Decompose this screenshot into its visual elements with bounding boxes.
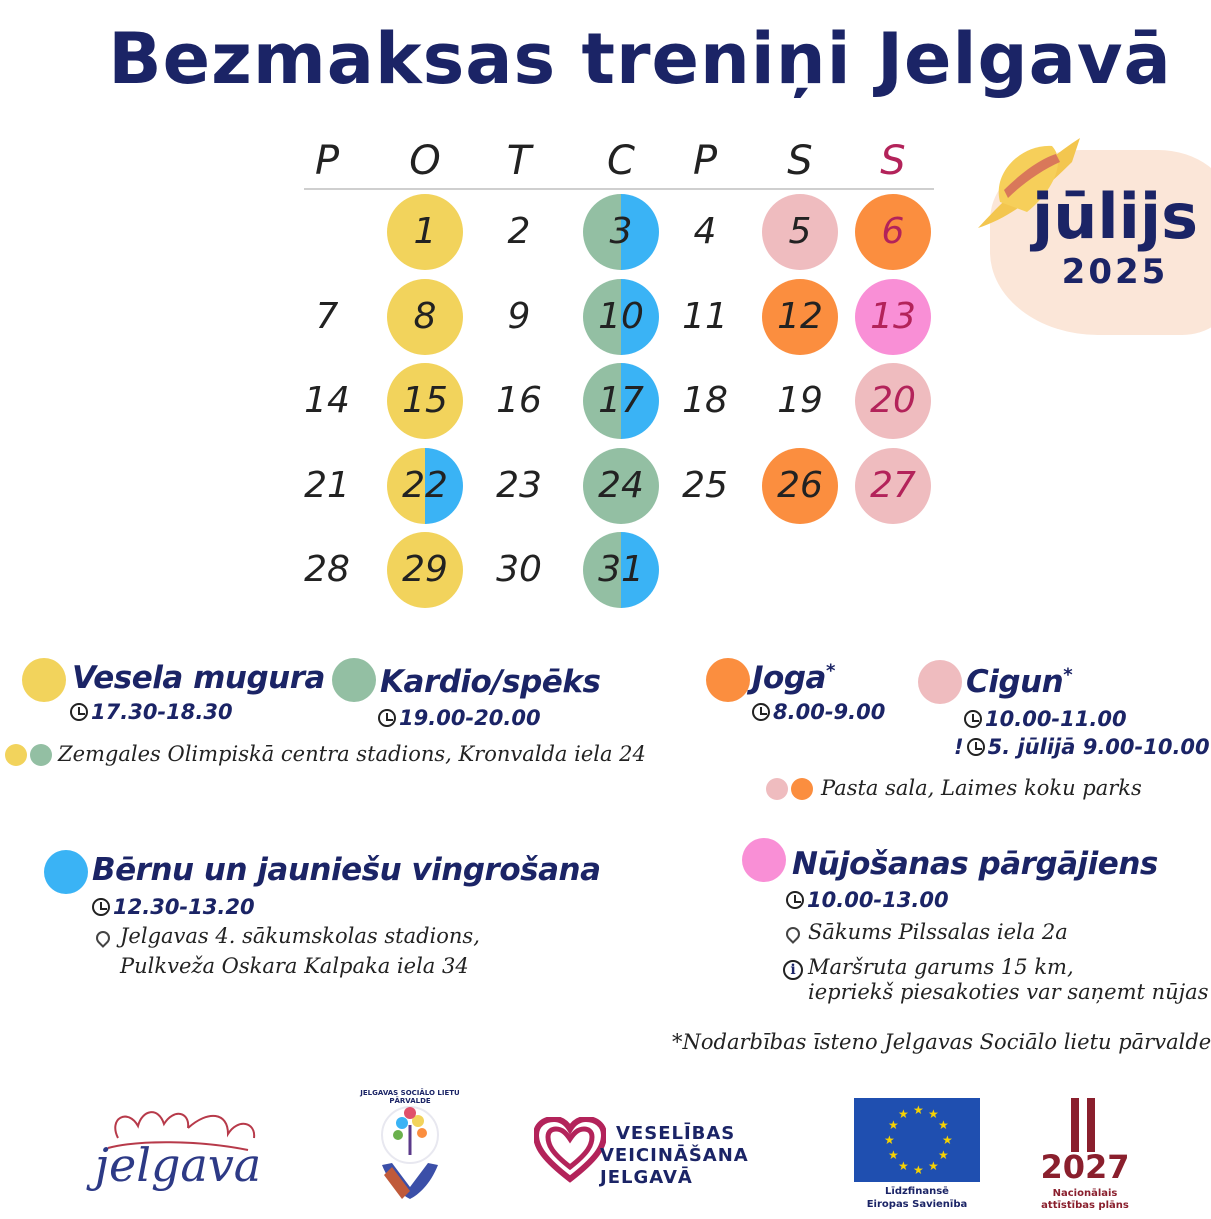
legend-title-kardio: Kardio/spēks bbox=[380, 664, 601, 700]
calendar-day: 5 bbox=[762, 194, 838, 270]
svg-text:★: ★ bbox=[898, 1159, 909, 1173]
legend-time-kardio bbox=[378, 706, 541, 730]
legend-exception-cigun bbox=[954, 735, 1210, 759]
legend-time-cigun bbox=[964, 707, 1127, 731]
svg-text:★: ★ bbox=[938, 1148, 949, 1162]
calendar-day: 11 bbox=[682, 296, 728, 337]
calendar-day: 26 bbox=[762, 448, 838, 524]
weekday-3: C bbox=[607, 138, 635, 184]
calendar-day: 10 bbox=[583, 279, 659, 355]
calendar-day: 31 bbox=[583, 532, 659, 608]
legend-time-cigun-text: 10.00-11.00 bbox=[985, 707, 1127, 731]
legend-dot-cigun bbox=[918, 660, 962, 704]
nap-bar-left bbox=[1071, 1098, 1079, 1152]
venue1-dot-yellow bbox=[5, 744, 27, 766]
calendar-day: 23 bbox=[496, 465, 542, 506]
clock-icon bbox=[70, 703, 88, 721]
page-title: Bezmaksas treniņi Jelgavā bbox=[108, 18, 1172, 100]
nujosana-info-line1: Maršruta garums 15 km, bbox=[808, 955, 1074, 979]
calendar-day: 3 bbox=[583, 194, 659, 270]
footnote: *Nodarbības īsteno Jelgavas Sociālo lietu pārvalde bbox=[672, 1030, 1211, 1054]
calendar-day: 9 bbox=[507, 296, 531, 337]
venue2-dot-pink bbox=[766, 778, 788, 800]
clock-icon bbox=[378, 709, 396, 727]
legend-time-vesela bbox=[70, 700, 233, 724]
calendar-day: 15 bbox=[387, 363, 463, 439]
calendar-day: 29 bbox=[387, 532, 463, 608]
legend-title-cigun-text: Cigun bbox=[966, 664, 1064, 700]
eu-flag bbox=[854, 1098, 980, 1182]
calendar-day: 19 bbox=[777, 380, 823, 421]
svg-text:★: ★ bbox=[884, 1133, 895, 1147]
svg-text:★: ★ bbox=[898, 1107, 909, 1121]
legend-title-berni: Bērnu un jauniešu vingrošana bbox=[92, 852, 601, 888]
calendar-day: 21 bbox=[304, 465, 350, 506]
legend-time-vesela-text: 17.30-18.30 bbox=[91, 700, 233, 724]
clock-icon bbox=[967, 738, 985, 756]
legend-dot-nujosana bbox=[742, 838, 786, 882]
calendar-day: 14 bbox=[304, 380, 350, 421]
svg-text:★: ★ bbox=[888, 1118, 899, 1132]
nap-year: 2027 bbox=[1040, 1148, 1130, 1186]
location-pin-icon bbox=[786, 926, 800, 945]
calendar-day: 30 bbox=[496, 549, 542, 590]
jelgava-logo-text: jelgava bbox=[94, 1138, 262, 1192]
calendar-day: 6 bbox=[855, 194, 931, 270]
weekday-0: P bbox=[314, 138, 340, 184]
weekday-1: O bbox=[409, 138, 441, 184]
calendar-day: 16 bbox=[496, 380, 542, 421]
legend-title-nujosana: Nūjošanas pārgājiens bbox=[792, 846, 1158, 882]
legend-title-joga-text: Joga bbox=[752, 660, 826, 696]
calendar-day: 8 bbox=[387, 279, 463, 355]
legend-exception-cigun-text: 5. jūlijā 9.00-10.00 bbox=[987, 735, 1210, 759]
weekday-2: T bbox=[506, 138, 532, 184]
veselibas-line3: JELGAVĀ bbox=[600, 1167, 693, 1188]
svg-text:★: ★ bbox=[942, 1133, 953, 1147]
hands-tree-icon bbox=[362, 1095, 458, 1205]
month-name: jūlijs bbox=[1031, 180, 1199, 253]
legend-dot-joga bbox=[706, 658, 750, 702]
calendar-day: 24 bbox=[583, 448, 659, 524]
heart-icon bbox=[534, 1117, 606, 1183]
nap-bar-right bbox=[1087, 1098, 1095, 1152]
weekday-6: S bbox=[880, 138, 906, 184]
nap-line1: Nacionālais bbox=[1052, 1188, 1118, 1199]
calendar-day: 22 bbox=[387, 448, 463, 524]
veselibas-veicinasana-logo bbox=[534, 1115, 774, 1195]
svg-text:★: ★ bbox=[928, 1159, 939, 1173]
svg-text:★: ★ bbox=[888, 1148, 899, 1162]
svg-text:★: ★ bbox=[928, 1107, 939, 1121]
berni-address-line1: Jelgavas 4. sākumskolas stadions, bbox=[120, 924, 480, 948]
slp-logo bbox=[360, 1089, 460, 1205]
svg-text:★: ★ bbox=[913, 1103, 924, 1117]
info-icon: i bbox=[783, 959, 803, 980]
weekday-5: S bbox=[787, 138, 813, 184]
eu-logo bbox=[854, 1098, 984, 1213]
venue1-text: Zemgales Olimpiskā centra stadions, Kronvalda iela 24 bbox=[58, 742, 646, 766]
slp-logo-text: JELGAVAS SOCIĀLO LIETU PĀRVALDE bbox=[360, 1089, 460, 1105]
eu-line2: Eiropas Savienība bbox=[866, 1199, 968, 1210]
legend-time-kardio-text: 19.00-20.00 bbox=[399, 706, 541, 730]
legend-time-berni-text: 12.30-13.20 bbox=[113, 895, 255, 919]
calendar-day: 4 bbox=[693, 211, 717, 252]
legend-dot-berni bbox=[44, 850, 88, 894]
month-year: 2025 bbox=[1061, 252, 1169, 292]
calendar-day: 20 bbox=[855, 363, 931, 439]
legend-title-joga bbox=[752, 660, 835, 696]
berni-address-line2: Pulkveža Oskara Kalpaka iela 34 bbox=[120, 954, 469, 978]
venue1-dot-green bbox=[30, 744, 52, 766]
legend-time-joga-text: 8.00-9.00 bbox=[773, 700, 886, 724]
legend-dot-vesela bbox=[22, 658, 66, 702]
calendar-day: 2 bbox=[507, 211, 531, 252]
nap-line2: attīstības plāns bbox=[1041, 1200, 1129, 1211]
calendar-day: 28 bbox=[304, 549, 350, 590]
legend-dot-kardio bbox=[332, 658, 376, 702]
legend-title-cigun bbox=[966, 664, 1072, 700]
weekday-4: P bbox=[692, 138, 718, 184]
legend-time-nujosana bbox=[786, 888, 949, 912]
venue2-dot-orange bbox=[791, 778, 813, 800]
calendar-day: 18 bbox=[682, 380, 728, 421]
clock-icon bbox=[92, 898, 110, 916]
svg-text:★: ★ bbox=[938, 1118, 949, 1132]
exclamation-icon: ! bbox=[954, 735, 964, 759]
legend-joga-asterisk: * bbox=[825, 660, 835, 682]
nap-logo bbox=[1030, 1096, 1140, 1214]
clock-icon bbox=[786, 891, 804, 909]
nujosana-info-line2: iepriekš piesakoties var saņemt nūjas bbox=[808, 980, 1209, 1004]
legend-time-nujosana-text: 10.00-13.00 bbox=[807, 888, 949, 912]
calendar-day: 27 bbox=[855, 448, 931, 524]
clock-icon bbox=[964, 710, 982, 728]
clock-icon bbox=[752, 703, 770, 721]
venue2-text: Pasta sala, Laimes koku parks bbox=[821, 776, 1142, 800]
veselibas-line1: VESELĪBAS bbox=[616, 1123, 736, 1144]
calendar-day: 7 bbox=[315, 296, 339, 337]
calendar-day: 13 bbox=[855, 279, 931, 355]
legend-time-joga bbox=[752, 700, 885, 724]
calendar-divider bbox=[304, 188, 934, 190]
jelgava-logo bbox=[78, 1098, 278, 1198]
nujosana-start: Sākums Pilssalas iela 2a bbox=[808, 920, 1068, 944]
calendar-day: 25 bbox=[682, 465, 728, 506]
calendar-day: 17 bbox=[583, 363, 659, 439]
legend-title-vesela: Vesela mugura bbox=[72, 660, 325, 696]
calendar-day: 1 bbox=[387, 194, 463, 270]
svg-text:★: ★ bbox=[913, 1163, 924, 1177]
eu-stars-icon bbox=[854, 1098, 980, 1182]
legend-time-berni bbox=[92, 895, 255, 919]
veselibas-line2: VEICINĀŠANA bbox=[600, 1145, 749, 1166]
location-pin-icon bbox=[96, 930, 110, 949]
legend-cigun-asterisk: * bbox=[1063, 664, 1073, 686]
calendar-day: 12 bbox=[762, 279, 838, 355]
eu-line1: Līdzfinansē bbox=[885, 1186, 949, 1197]
